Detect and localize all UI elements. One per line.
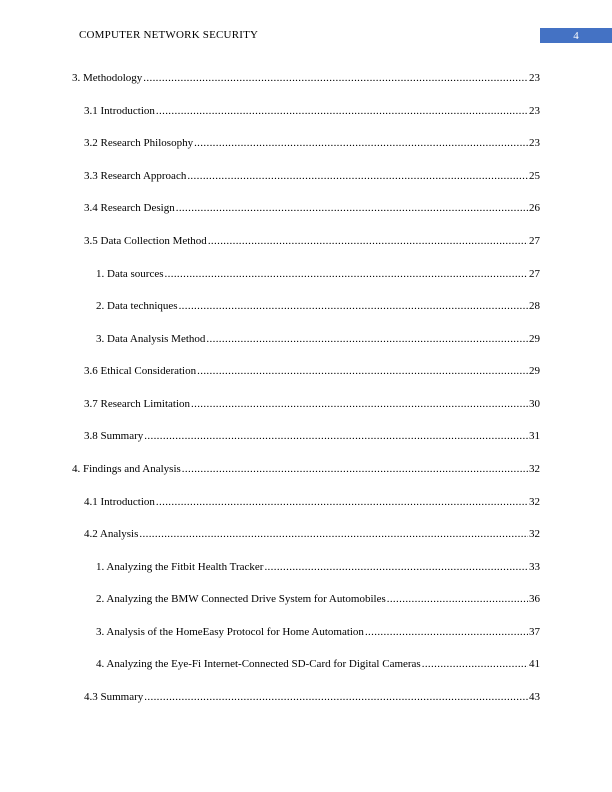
- toc-entry[interactable]: [84, 235, 540, 249]
- toc-entry-label: 1. Data sources: [96, 268, 164, 280]
- toc-entry-page: 25: [529, 170, 540, 182]
- toc-entry-label: 3. Analysis of the HomeEasy Protocol for Home Automation: [96, 626, 364, 638]
- toc-entry-label: 2. Analyzing the BMW Connected Drive System for Automobiles: [96, 593, 386, 605]
- toc-leader-dots: [165, 268, 528, 280]
- toc-leader-dots: [206, 333, 528, 345]
- toc-leader-dots: [422, 658, 528, 670]
- toc-leader-dots: [182, 463, 528, 475]
- toc-entry-label: 3.7 Research Limitation: [84, 398, 190, 410]
- toc-entry-label: 4.2 Analysis: [84, 528, 139, 540]
- toc-entry-page: 32: [529, 463, 540, 475]
- toc-entry[interactable]: [72, 463, 540, 477]
- toc-entry-label: 4. Analyzing the Eye-Fi Internet-Connected SD-Card for Digital Cameras: [96, 658, 421, 670]
- toc-entry-page: 43: [529, 691, 540, 703]
- toc-entry[interactable]: [84, 398, 540, 412]
- toc-entry-page: 28: [529, 300, 540, 312]
- toc-entry-label: 3.5 Data Collection Method: [84, 235, 207, 247]
- toc-entry-page: 32: [529, 496, 540, 508]
- toc-entry[interactable]: [96, 300, 540, 314]
- toc-entry-label: 3. Data Analysis Method: [96, 333, 206, 345]
- toc-entry-label: 2. Data techniques: [96, 300, 178, 312]
- toc-entry-page: 23: [529, 105, 540, 117]
- toc-entry-page: 31: [529, 430, 540, 442]
- toc-entry-page: 27: [529, 268, 540, 280]
- toc-entry[interactable]: [96, 658, 540, 672]
- toc-leader-dots: [176, 202, 528, 214]
- toc-entry-label: 3.1 Introduction: [84, 105, 155, 117]
- toc-leader-dots: [387, 593, 528, 605]
- toc-entry-label: 1. Analyzing the Fitbit Health Tracker: [96, 561, 264, 573]
- toc-entry-label: 3.3 Research Approach: [84, 170, 187, 182]
- toc-entry-label: 3.2 Research Philosophy: [84, 137, 194, 149]
- toc-leader-dots: [264, 561, 528, 573]
- toc-entry-page: 23: [529, 137, 540, 149]
- toc-entry-label: 3.4 Research Design: [84, 202, 175, 214]
- toc-entry-page: 27: [529, 235, 540, 247]
- toc-leader-dots: [194, 137, 528, 149]
- toc-leader-dots: [187, 170, 528, 182]
- toc-entry-page: 36: [529, 593, 540, 605]
- toc-entry[interactable]: [96, 626, 540, 640]
- toc-entry-page: 30: [529, 398, 540, 410]
- toc-leader-dots: [156, 105, 528, 117]
- toc-leader-dots: [144, 691, 528, 703]
- toc-entry[interactable]: [84, 105, 540, 119]
- toc-entry-label: 3.6 Ethical Consideration: [84, 365, 197, 377]
- toc-leader-dots: [156, 496, 528, 508]
- toc-leader-dots: [191, 398, 528, 410]
- toc-entry[interactable]: [84, 137, 540, 151]
- toc-entry[interactable]: [84, 430, 540, 444]
- toc-entry[interactable]: [84, 528, 540, 542]
- toc-entry[interactable]: [84, 365, 540, 379]
- toc-entry-label: 3. Methodology: [72, 72, 143, 84]
- toc-entry-label: 4.3 Summary: [84, 691, 144, 703]
- toc-entry[interactable]: [84, 691, 540, 705]
- toc-leader-dots: [197, 365, 528, 377]
- toc-leader-dots: [144, 430, 528, 442]
- toc-entry-page: 26: [529, 202, 540, 214]
- toc-entry-page: 23: [529, 72, 540, 84]
- toc-entry[interactable]: [84, 170, 540, 184]
- toc-entry[interactable]: [96, 561, 540, 575]
- toc-leader-dots: [143, 72, 528, 84]
- toc-leader-dots: [179, 300, 528, 312]
- toc-entry-page: 33: [529, 561, 540, 573]
- toc-entry-page: 41: [529, 658, 540, 670]
- toc-entry-page: 32: [529, 528, 540, 540]
- toc-entry[interactable]: [72, 72, 540, 86]
- toc-entry-label: 4. Findings and Analysis: [72, 463, 181, 475]
- toc-entry[interactable]: [96, 268, 540, 282]
- toc-entry-label: 4.1 Introduction: [84, 496, 155, 508]
- toc-entry-page: 37: [529, 626, 540, 638]
- toc-entry[interactable]: [84, 202, 540, 216]
- toc-entry-page: 29: [529, 365, 540, 377]
- toc-entry[interactable]: [96, 333, 540, 347]
- page-number: 4: [573, 29, 579, 42]
- toc-leader-dots: [208, 235, 528, 247]
- toc-entry[interactable]: [84, 496, 540, 510]
- toc-leader-dots: [365, 626, 528, 638]
- toc-leader-dots: [139, 528, 528, 540]
- running-header-title: COMPUTER NETWORK SECURITY: [79, 29, 259, 41]
- toc-entry[interactable]: [96, 593, 540, 607]
- toc-entry-page: 29: [529, 333, 540, 345]
- toc-entry-label: 3.8 Summary: [84, 430, 144, 442]
- page-number-badge: [540, 28, 612, 43]
